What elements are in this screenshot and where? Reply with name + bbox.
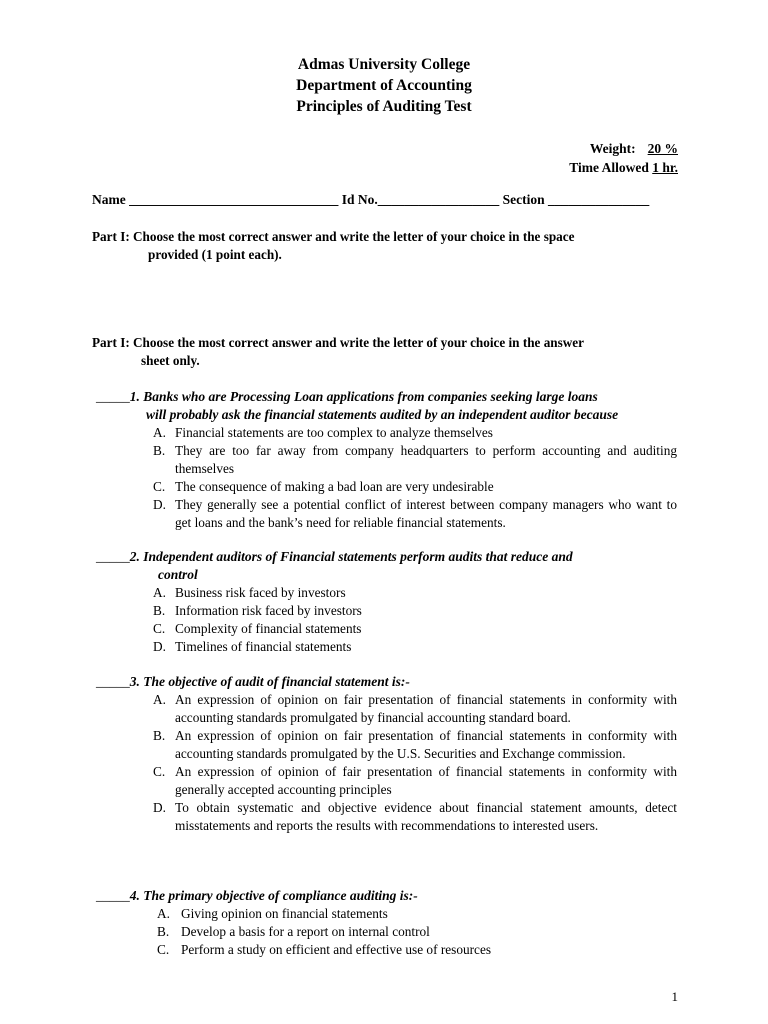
option-item	[96, 584, 677, 602]
option-letter: C.	[153, 764, 166, 779]
page-number: 1	[671, 989, 678, 1004]
option-item	[96, 478, 677, 496]
option-item	[96, 905, 677, 923]
question-1	[96, 388, 677, 532]
question-stem-line: 1. Banks who are Processing Loan applications from companies seeking large loans	[129, 389, 598, 404]
option-item	[96, 799, 677, 835]
option-letter: D.	[153, 497, 166, 512]
option-text: They are too far away from company headquarters to perform accounting and auditing themselves	[175, 443, 677, 476]
option-letter: A.	[153, 692, 166, 707]
option-item	[96, 620, 677, 638]
question-stem-line: control	[158, 567, 198, 582]
part-instruction-line: provided (1 point each).	[148, 247, 282, 262]
option-letter: B.	[157, 924, 170, 939]
part-instructions-1	[92, 228, 678, 264]
option-letter: B.	[153, 443, 166, 458]
option-item	[96, 496, 677, 532]
option-text: Timelines of financial statements	[175, 639, 352, 654]
question-2	[96, 548, 677, 656]
option-text: Business risk faced by investors	[175, 585, 346, 600]
option-item	[96, 727, 677, 763]
question-stem	[96, 673, 677, 691]
time-row	[569, 158, 678, 177]
option-item	[96, 424, 677, 442]
option-text: Financial statements are too complex to analyze themselves	[175, 425, 493, 440]
option-text: The consequence of making a bad loan are very undesirable	[175, 479, 494, 494]
option-letter: A.	[153, 585, 166, 600]
student-info-line: Name _______________________________ Id No.__________________ Section _______________	[92, 192, 650, 207]
question-3	[96, 673, 677, 835]
question-stem	[96, 887, 677, 905]
part-instruction-line: Part I: Choose the most correct answer and write the letter of your choice in the answer	[92, 335, 584, 350]
answer-blank: _____	[96, 674, 130, 689]
option-text: An expression of opinion on fair presentation of financial statements in conformity with accounting standards promulgated by the U.S. Securities and Exchange commission.	[175, 728, 677, 761]
question-stem-line: 3. The objective of audit of financial statement is:-	[129, 674, 410, 689]
option-item	[96, 691, 677, 727]
option-letter: A.	[153, 425, 166, 440]
answer-blank: _____	[96, 549, 130, 564]
test-meta	[569, 139, 678, 177]
weight-value: 20 %	[647, 141, 678, 156]
time-label: Time Allowed	[569, 160, 649, 175]
weight-label: Weight:	[589, 141, 636, 156]
answer-blank: _____	[96, 389, 130, 404]
option-list	[96, 584, 677, 656]
question-4	[96, 887, 677, 959]
part-instructions-2	[92, 334, 678, 370]
option-item	[96, 941, 677, 959]
time-value: 1 hr.	[652, 160, 678, 175]
institution-name: Admas University College	[297, 56, 471, 73]
option-letter: A.	[157, 906, 170, 921]
question-stem	[96, 388, 677, 424]
option-letter: D.	[153, 800, 166, 815]
option-item	[96, 763, 677, 799]
part-instruction-line: Part I: Choose the most correct answer and write the letter of your choice in the space	[92, 229, 575, 244]
question-stem-line: 4. The primary objective of compliance auditing is:-	[129, 888, 418, 903]
document-header	[0, 54, 768, 117]
option-text: An expression of opinion on fair presentation of financial statements in conformity with accounting standards promulgated by financial accounting standard board.	[175, 692, 677, 725]
option-item	[96, 638, 677, 656]
question-stem-line: will probably ask the financial statements audited by an independent auditor because	[146, 407, 619, 422]
department-name: Department of Accounting	[296, 77, 472, 94]
option-item	[96, 442, 677, 478]
part-instruction-line: sheet only.	[141, 353, 200, 368]
question-stem-line: 2. Independent auditors of Financial statements perform audits that reduce and	[129, 549, 573, 564]
option-text: Giving opinion on financial statements	[181, 906, 388, 921]
option-letter: B.	[153, 603, 166, 618]
option-text: An expression of opinion of fair presentation of financial statements in conformity with generally accepted accounting principles	[175, 764, 677, 797]
option-text: Develop a basis for a report on internal control	[181, 924, 430, 939]
option-letter: C.	[157, 942, 170, 957]
question-stem	[96, 548, 677, 584]
option-letter: C.	[153, 621, 166, 636]
option-text: To obtain systematic and objective evidence about financial statement amounts, detect misstatements and reports the results with recommendations to interested users.	[175, 800, 677, 833]
option-list	[96, 691, 677, 835]
option-text: They generally see a potential conflict of interest between company managers who want to get loans and the bank’s need for reliable financial statements.	[175, 497, 677, 530]
option-item	[96, 602, 677, 620]
option-text: Information risk faced by investors	[175, 603, 362, 618]
option-text: Complexity of financial statements	[175, 621, 362, 636]
weight-row	[569, 139, 678, 158]
option-item	[96, 923, 677, 941]
option-list	[96, 424, 677, 532]
option-list	[96, 905, 677, 959]
answer-blank: _____	[96, 888, 130, 903]
option-letter: B.	[153, 728, 166, 743]
test-title: Principles of Auditing Test	[296, 98, 472, 115]
option-letter: C.	[153, 479, 166, 494]
option-text: Perform a study on efficient and effective use of resources	[181, 942, 492, 957]
option-letter: D.	[153, 639, 166, 654]
